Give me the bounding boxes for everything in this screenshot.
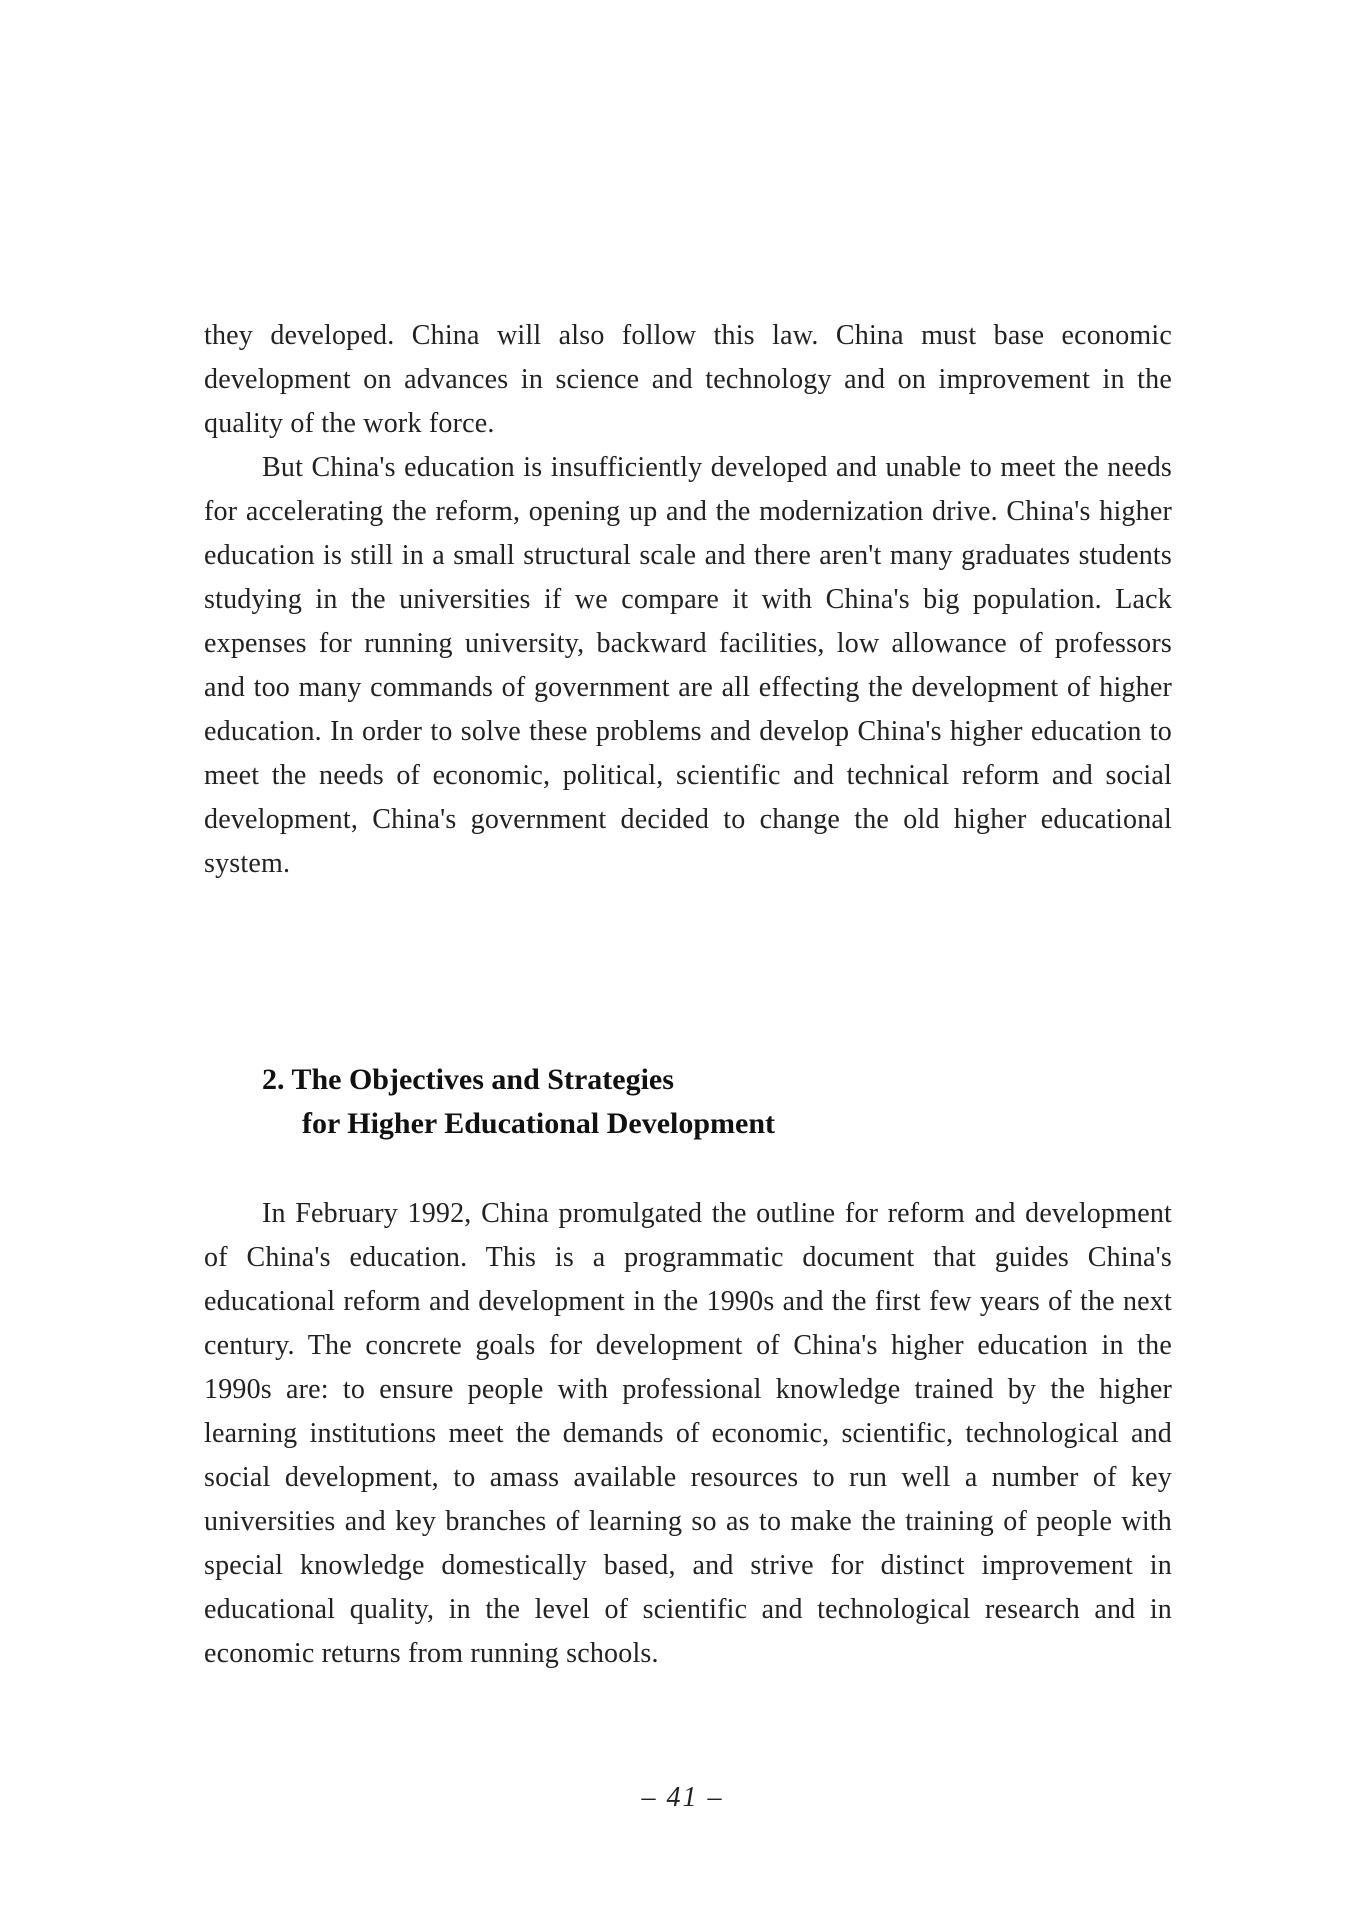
body-paragraph-education-problems: But China's education is insufficiently developed and unable to meet the needs for accelerating the reform, opening up and the modernization drive. China's higher education is still in a small structural scale and there aren't many graduates students studying in the universities if we compare it with China's big population. Lack expenses for running university, backward facilities, low allowance of professors and too many commands of government are all effecting the development of higher education. In order to solve these problems and develop China's higher education to meet the needs of economic, political, scientific and technical reform and social development, China's government decided to change the old higher educational system. <box>204 452 1172 879</box>
page-number: – 41 – <box>641 1782 724 1813</box>
section-heading-line-1: 2. The Objectives and Strategies <box>262 1063 674 1096</box>
body-paragraph-continuation: they developed. China will also follow this law. China must base economic development on advances in science and technology and on improvement in the quality of the work force. <box>204 320 1172 439</box>
section-heading-line-2: for Higher Educational Development <box>302 1107 776 1140</box>
section-heading <box>262 1058 1162 1146</box>
body-paragraph-objectives: In February 1992, China promulgated the outline for reform and development of China's education. This is a programmatic document that guides China's educational reform and development in the 1990s and the first few years of the next century. The concrete goals for development of China's higher education in the 1990s are: to ensure people with professional knowledge trained by the higher learning institutions meet the demands of economic, scientific, technological and social development, to amass available resources to run well a number of key universities and key branches of learning so as to make the training of people with special knowledge domestically based, and strive for distinct improvement in educational quality, in the level of scientific and technological research and in economic returns from running schools. <box>204 1198 1172 1669</box>
